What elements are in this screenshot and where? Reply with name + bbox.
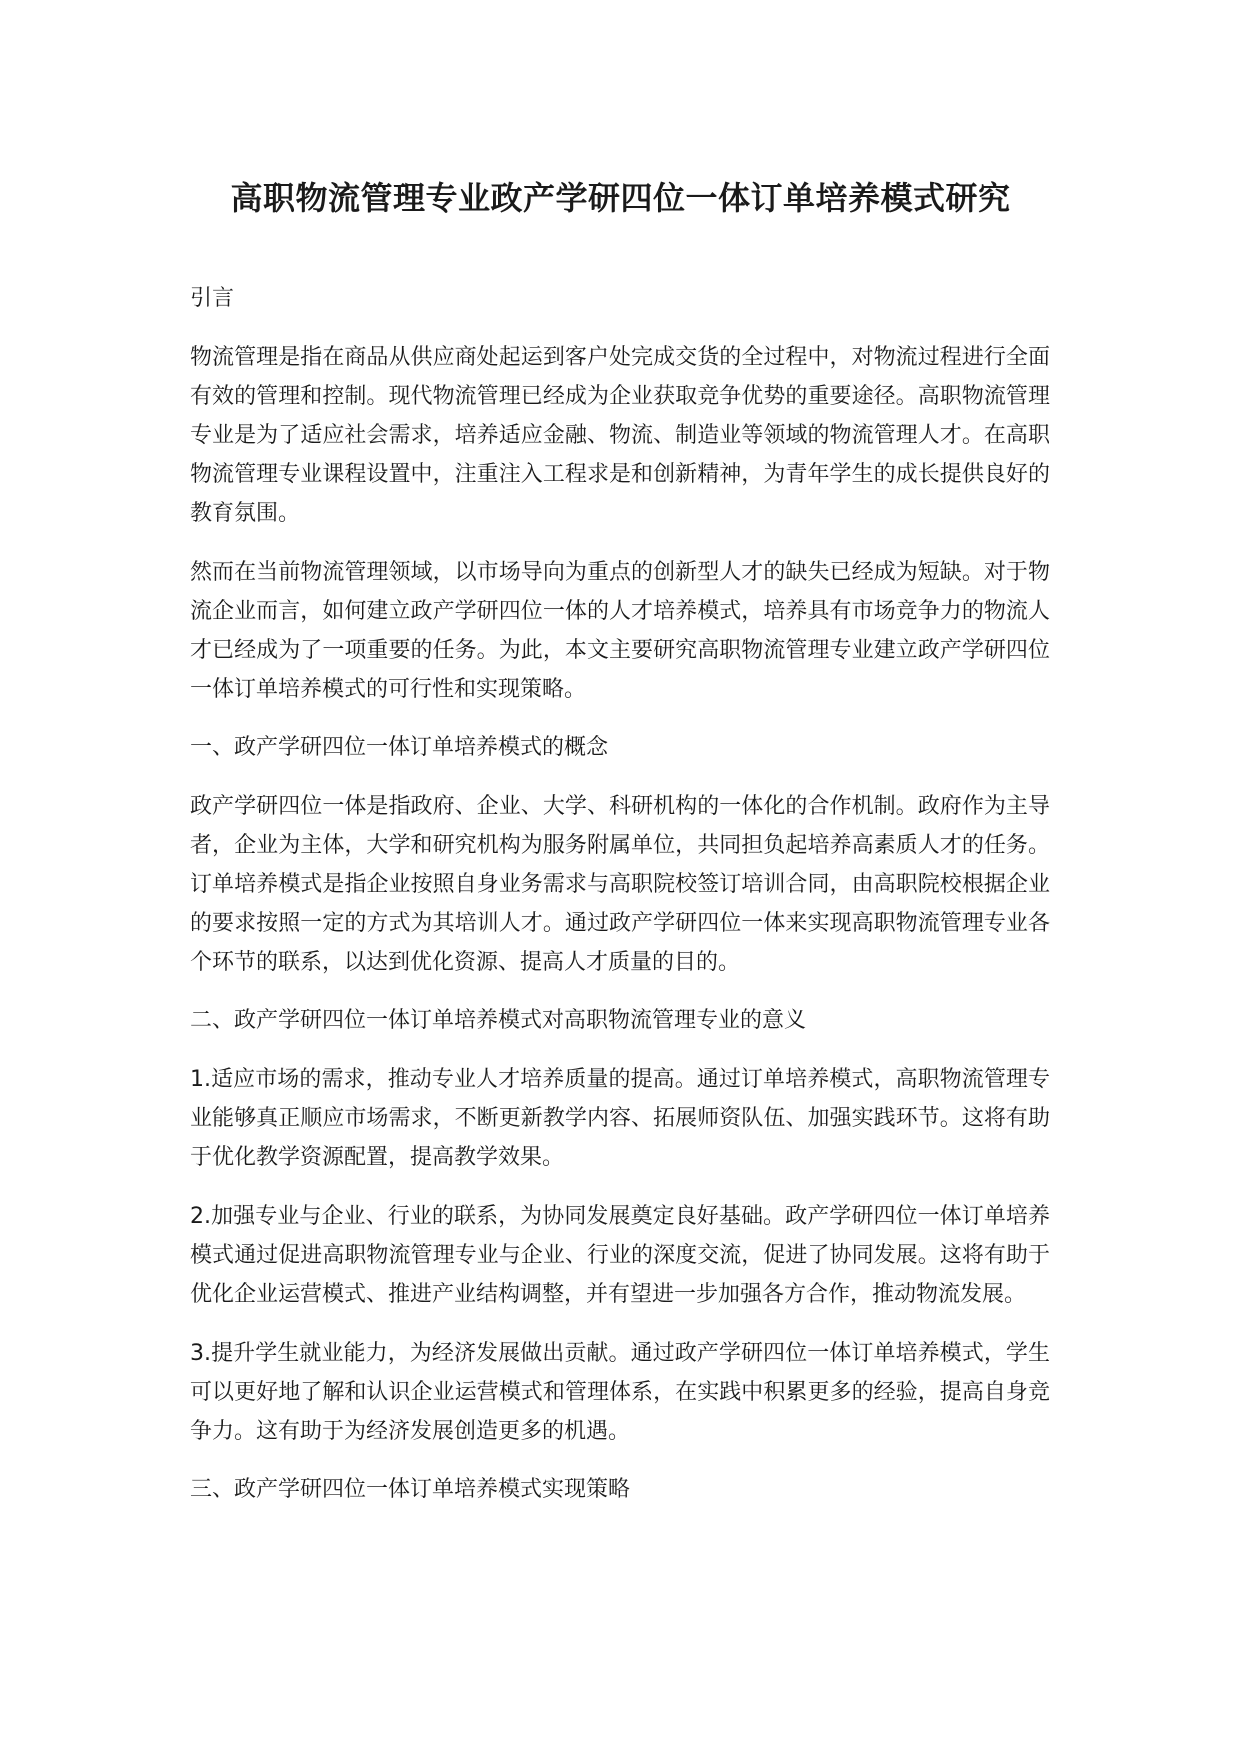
paragraph-section-1: 政产学研四位一体是指政府、企业、大学、科研机构的一体化的合作机制。政府作为主导者，企业为主体，大学和研究机构为服务附属单位，共同担负起培养高素质人才的任务。订单培养模式是指企业按照自身业务需求与高职院校签订培训合同，由高职院校根据企业的要求按照一定的方式为其培训人才。通过政产学研四位一体来实现高职物流管理专业各个环节的联系，以达到优化资源、提高人才质量的目的。 xyxy=(190,794,1050,975)
section-heading-2: 二、政产学研四位一体订单培养模式对高职物流管理专业的意义 xyxy=(190,1008,807,1033)
paragraph-intro-2: 然而在当前物流管理领域，以市场导向为重点的创新型人才的缺失已经成为短缺。对于物流企业而言，如何建立政产学研四位一体的人才培养模式，培养具有市场竞争力的物流人才已经成为了一项重要的任务。为此，本文主要研究高职物流管理专业建立政产学研四位一体订单培养模式的可行性和实现策略。 xyxy=(190,560,1050,702)
document-title: 高职物流管理专业政产学研四位一体订单培养模式研究 xyxy=(230,179,1011,217)
paragraph-point-2: 2.加强专业与企业、行业的联系，为协同发展奠定良好基础。政产学研四位一体订单培养模式通过促进高职物流管理专业与企业、行业的深度交流，促进了协同发展。这将有助于优化企业运营模式、推进产业结构调整，并有望进一步加强各方合作，推动物流发展。 xyxy=(190,1204,1050,1307)
section-heading-3: 三、政产学研四位一体订单培养模式实现策略 xyxy=(190,1477,631,1502)
paragraph-point-1: 1.适应市场的需求，推动专业人才培养质量的提高。通过订单培养模式，高职物流管理专业能够真正顺应市场需求，不断更新教学内容、拓展师资队伍、加强实践环节。这将有助于优化教学资源配置，提高教学效果。 xyxy=(190,1067,1050,1170)
document-body xyxy=(190,280,1050,1529)
paragraph-intro-1: 物流管理是指在商品从供应商处起运到客户处完成交货的全过程中，对物流过程进行全面有效的管理和控制。现代物流管理已经成为企业获取竞争优势的重要途径。高职物流管理专业是为了适应社会需求，培养适应金融、物流、制造业等领域的物流管理人才。在高职物流管理专业课程设置中，注重注入工程求是和创新精神，为青年学生的成长提供良好的教育氛围。 xyxy=(190,345,1050,526)
section-heading-intro: 引言 xyxy=(190,286,235,311)
paragraph-point-3: 3.提升学生就业能力，为经济发展做出贡献。通过政产学研四位一体订单培养模式，学生可以更好地了解和认识企业运营模式和管理体系，在实践中积累更多的经验，提高自身竞争力。这有助于为经济发展创造更多的机遇。 xyxy=(190,1341,1050,1444)
section-heading-1: 一、政产学研四位一体订单培养模式的概念 xyxy=(190,735,609,760)
